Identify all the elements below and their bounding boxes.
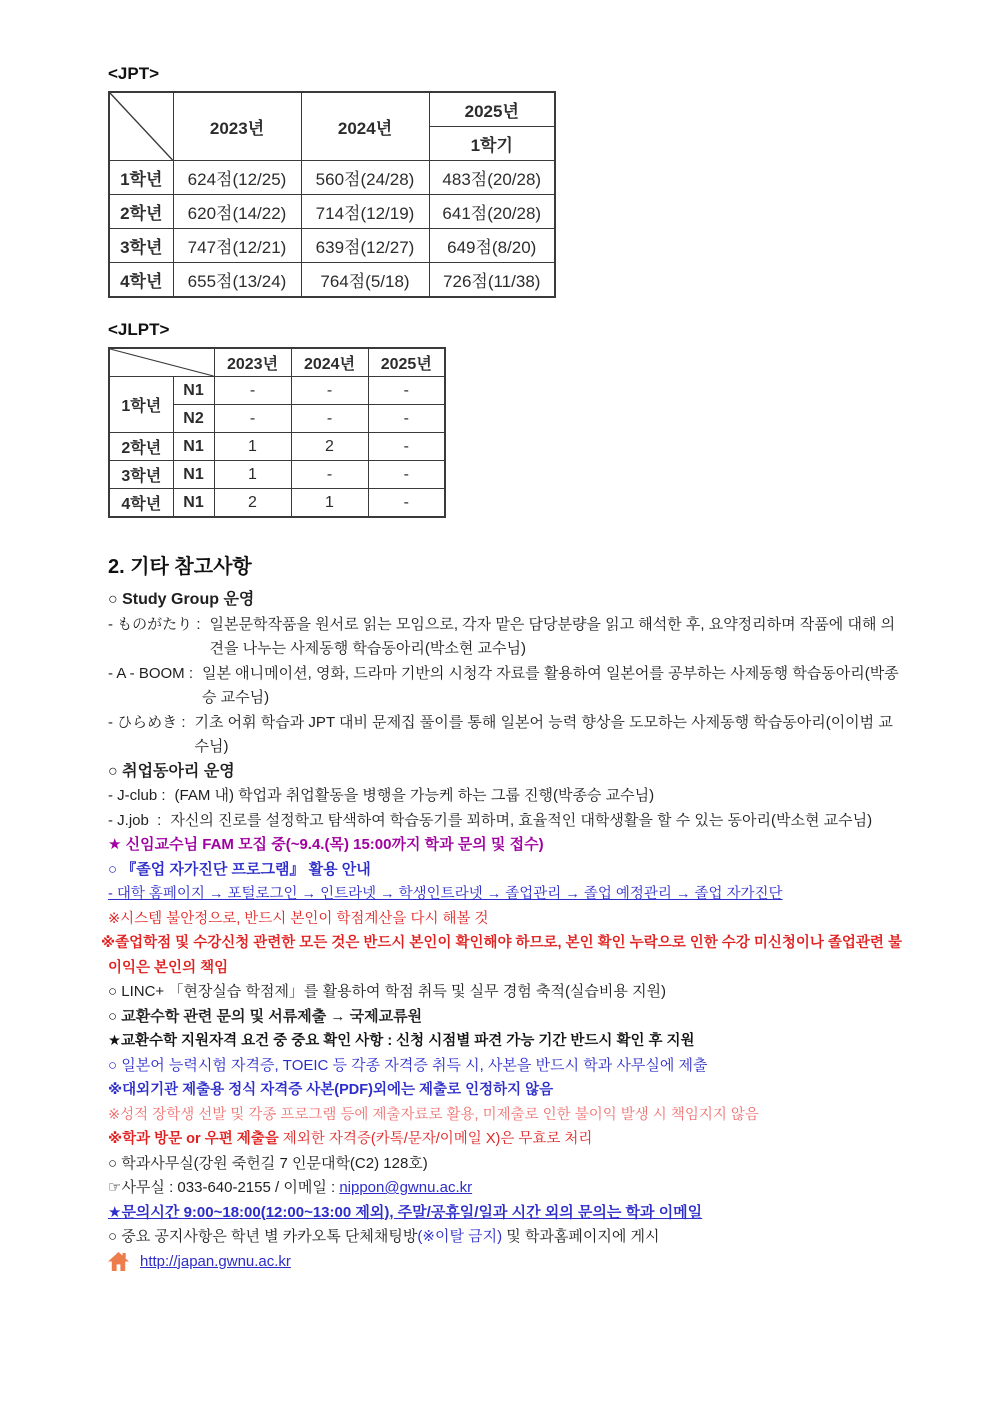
- jlpt-level: N1: [173, 377, 214, 405]
- exchange-item: ○ 교환수학 관련 문의 및 서류제출 → 국제교류원: [108, 1007, 423, 1025]
- jpt-score: 714점(12/19): [301, 195, 429, 229]
- item-desc: 자신의 진로를 설정학고 탐색하여 학습동기를 꾀하며, 효율적인 대학생활을 할 수 있는 동아리(박소현 교수님): [170, 811, 873, 829]
- table-row: [109, 433, 445, 461]
- list-item-a-boom: [108, 662, 902, 711]
- jlpt-count: -: [368, 433, 445, 461]
- jlpt-count: -: [291, 377, 368, 405]
- homepage-row: [108, 1250, 902, 1275]
- section-title: 2. 기타 참고사항: [108, 556, 252, 578]
- list-item-monogatari: [108, 613, 902, 662]
- jlpt-label: <JLPT>: [108, 320, 170, 339]
- jpt-score: 639점(12/27): [301, 229, 429, 263]
- jpt-score: 620점(14/22): [173, 195, 301, 229]
- jpt-score: 641점(20/28): [429, 195, 555, 229]
- item-desc: (FAM 내) 학업과 취업활동을 병행을 가능케 하는 그룹 진행(박종승 교수님): [174, 787, 655, 804]
- jlpt-level: N1: [173, 461, 214, 489]
- diagonal-line-icon: [110, 93, 173, 160]
- notice-no-leave: (※이탈 금지): [417, 1228, 503, 1245]
- table-row: [109, 461, 445, 489]
- notice-text: ○ 중요 공지사항은 학년 별 카카오톡 단체채팅방: [108, 1228, 418, 1245]
- item-term: - ものがたり :: [108, 615, 201, 633]
- house-icon: [108, 1252, 129, 1272]
- jpt-grade: 3학년: [109, 229, 173, 263]
- notes-list: [101, 588, 902, 1274]
- certificate-usage-warning: ※성적 장학생 선발 및 각종 프로그램 등에 제출자료로 활용, 미제출로 인한 불이익 발생 시 책임지지 않음: [108, 1106, 759, 1123]
- jpt-label: <JPT>: [108, 64, 160, 83]
- jlpt-grade: 3학년: [109, 461, 173, 489]
- certificate-delivery-warning: [108, 1127, 902, 1152]
- department-office-item: ○ 학과사무실(강원 죽헌길 7 인문대학(C2) 128호): [108, 1154, 428, 1172]
- jlpt-header-2024: 2024년: [291, 348, 368, 377]
- table-row: [109, 489, 445, 518]
- jlpt-count: 1: [214, 461, 291, 489]
- jlpt-header-2025: 2025년: [368, 348, 445, 377]
- jpt-header-2025: 2025년: [429, 92, 555, 127]
- jpt-table: [108, 91, 556, 298]
- diagonal-line-icon: [110, 349, 214, 376]
- jpt-grade: 1학년: [109, 161, 173, 195]
- jlpt-level: N1: [173, 433, 214, 461]
- jpt-grade: 2학년: [109, 195, 173, 229]
- item-term: - J-club :: [108, 787, 166, 804]
- office-contact-line: [108, 1176, 902, 1201]
- jlpt-count: -: [368, 461, 445, 489]
- graduation-credit-warning: ※졸업학점 및 수강신청 관련한 모든 것은 반드시 본인이 확인해야 하므로, 본인 확인 누락으로 인한 수강 미신청이나 졸업관련 불이익은 본인의 책임: [101, 935, 902, 976]
- list-item-hirameki: [108, 711, 902, 760]
- homepage-link[interactable]: http://japan.gwnu.ac.kr: [140, 1252, 291, 1270]
- jlpt-count: -: [368, 405, 445, 433]
- jlpt-count: -: [368, 489, 445, 518]
- study-group-heading: ○ Study Group 운영: [108, 591, 255, 608]
- notice-text-suffix: 및 학과홈페이지에 게시: [502, 1228, 660, 1245]
- table-row: [109, 195, 555, 229]
- delivery-warning-rest: 제외한 자격증(카톡/문자/이메일 X)은 무효로 처리: [278, 1131, 593, 1147]
- jlpt-level: N1: [173, 489, 214, 518]
- jpt-score: 764점(5/18): [301, 263, 429, 298]
- office-contact-text: ☞사무실 : 033-640-2155 / 이메일 :: [108, 1179, 340, 1196]
- job-club-heading: ○ 취업동아리 운영: [108, 762, 235, 780]
- item-desc: 일본문학작품을 원서로 읽는 모임으로, 각자 맡은 담당분량을 읽고 해석한 후, 요약정리하며 작품에 대해 의견을 나누는 사제동행 학습동아리(박소현 교수님): [209, 615, 896, 657]
- jlpt-grade: 2학년: [109, 433, 173, 461]
- office-hours-note: ★문의시간 9:00~18:00(12:00~13:00 제외), 주말/공휴일/일과 시간 외의 문의는 학과 이메일: [108, 1203, 703, 1221]
- linc-item: ○ LINC+ 「현장실습 학점제」를 활용하여 학점 취득 및 실무 경험 축적(실습비용 지원): [108, 983, 667, 1000]
- item-term: - A - BOOM :: [108, 664, 194, 682]
- delivery-warning-bold: ※학과 방문 or 우편 제출을: [108, 1131, 279, 1147]
- item-term: - J.job :: [108, 811, 162, 829]
- certificate-submit-item: ○ 일본어 능력시험 자격증, TOEIC 등 각종 자격증 취득 시, 사본을 반드시 학과 사무실에 제출: [108, 1056, 708, 1074]
- system-warning: ※시스템 불안정으로, 반드시 본인이 학점계산을 다시 해볼 것: [108, 910, 489, 927]
- jpt-score: 624점(12/25): [173, 161, 301, 195]
- jlpt-grade: 4학년: [109, 489, 173, 518]
- item-desc: 기초 어휘 학습과 JPT 대비 문제집 풀이를 통해 일본어 능력 향상을 도모하는 사제동행 학습동아리(이이범 교수님): [194, 713, 893, 755]
- jlpt-level: N2: [173, 405, 214, 433]
- jpt-subheader-semester: 1학기: [429, 127, 555, 161]
- jlpt-count: -: [214, 405, 291, 433]
- exchange-requirement-note: ★교환수학 지원자격 요건 중 중요 확인 사항 : 신청 시점별 파견 가능 기간 반드시 확인 후 지원: [108, 1033, 695, 1049]
- jpt-score: 483점(20/28): [429, 161, 555, 195]
- item-term: - ひらめき :: [108, 713, 186, 731]
- grad-self-check-path: - 대학 홈페이지 → 포털로그인 → 인트라넷 → 학생인트라넷 → 졸업관리 → 졸업 예정관리 → 졸업 자가진단: [108, 886, 783, 902]
- jlpt-diagonal-cell: [109, 348, 214, 377]
- jpt-score: 726점(11/38): [429, 263, 555, 298]
- list-item-j-club: [108, 784, 902, 809]
- jlpt-count: 1: [291, 489, 368, 518]
- table-row: [109, 161, 555, 195]
- table-row: [109, 377, 445, 405]
- jpt-score: 747점(12/21): [173, 229, 301, 263]
- jlpt-count: -: [368, 377, 445, 405]
- item-desc: 일본 애니메이션, 영화, 드라마 기반의 시청각 자료를 활용하여 일본어를 공부하는 사제동행 학습동아리(박종승 교수님): [202, 664, 899, 706]
- jpt-score: 560점(24/28): [301, 161, 429, 195]
- jlpt-grade: 1학년: [109, 377, 173, 433]
- jlpt-count: -: [214, 377, 291, 405]
- jpt-score: 655점(13/24): [173, 263, 301, 298]
- office-email-link[interactable]: nippon@gwnu.ac.kr: [339, 1179, 473, 1196]
- jlpt-count: 2: [214, 489, 291, 518]
- jpt-header-2024: 2024년: [301, 92, 429, 161]
- jlpt-table: [108, 347, 446, 518]
- jlpt-count: -: [291, 405, 368, 433]
- fam-recruit-notice: ★ 신임교수님 FAM 모집 중(~9.4.(목) 15:00까지 학과 문의 및 접수): [108, 836, 544, 853]
- notice-channel-item: [108, 1225, 902, 1250]
- jpt-grade: 4학년: [109, 263, 173, 298]
- grad-self-check-heading: ○ 『졸업 자가진단 프로그램』 활용 안내: [108, 860, 371, 878]
- jpt-header-2023: 2023년: [173, 92, 301, 161]
- jlpt-header-2023: 2023년: [214, 348, 291, 377]
- jpt-score: 649점(8/20): [429, 229, 555, 263]
- list-item-j-job: [108, 809, 902, 834]
- table-row: [109, 229, 555, 263]
- jlpt-count: -: [291, 461, 368, 489]
- certificate-pdf-note: ※대외기관 제출용 정식 자격증 사본(PDF)외에는 제출로 인정하지 않음: [108, 1082, 554, 1098]
- jlpt-count: 1: [214, 433, 291, 461]
- jpt-diagonal-cell: [109, 92, 173, 161]
- jlpt-count: 2: [291, 433, 368, 461]
- table-row: [109, 263, 555, 298]
